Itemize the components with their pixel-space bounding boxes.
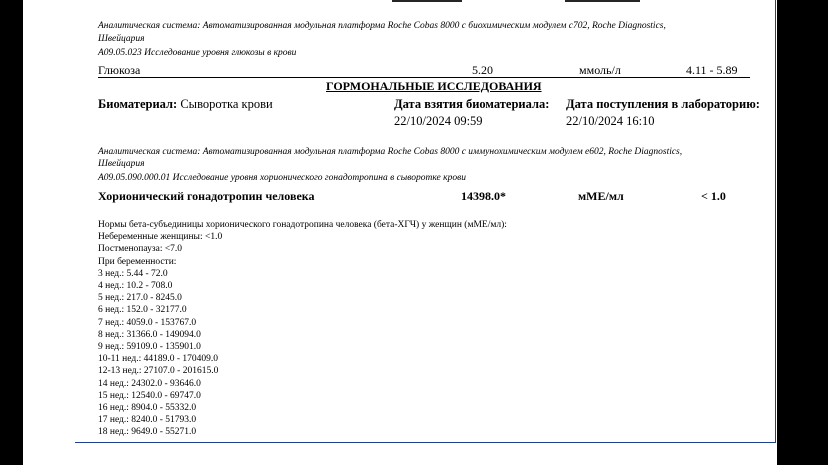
arrival-label: Дата поступления в лабораторию:: [566, 97, 760, 111]
norms-line: 14 нед.: 24302.0 - 93646.0: [98, 378, 201, 389]
analytic-system-line1-hormonal: Аналитическая система: Автоматизированная модульная платформа Roche Cobas 8000 с иммунохимическим модулем e602, Roche Diagnostics,: [98, 147, 683, 157]
norms-line: Постменопауза: <7.0: [98, 244, 183, 255]
norms-line: 7 нед.: 4059.0 - 153767.0: [98, 317, 197, 328]
result-value: 5.20: [472, 63, 493, 77]
cut-off-text-left: [392, 0, 462, 2]
hcg-result-value: 14398.0*: [461, 189, 506, 203]
biomaterial-label: Биоматериал:: [98, 97, 178, 111]
norms-line: 10-11 нед.: 44189.0 - 170409.0: [98, 354, 218, 365]
norms-line: При беременности:: [98, 256, 177, 267]
biomaterial-value: Сыворотка крови: [180, 97, 273, 111]
norms-line: 16 нед.: 8904.0 - 55332.0: [98, 403, 197, 414]
result-unit: ммоль/л: [579, 63, 621, 77]
norms-line: 5 нед.: 217.0 - 8245.0: [98, 293, 182, 304]
norms-line: 3 нед.: 5.44 - 72.0: [98, 268, 168, 279]
norms-line: 4 нед.: 10.2 - 708.0: [98, 281, 173, 292]
cut-off-text-right: [565, 0, 640, 2]
analytic-system-line1: Аналитическая система: Автоматизированная модульная платформа Roche Cobas 8000 с биохимическим модулем c702, Roche Diagnostics,: [98, 21, 666, 31]
analytic-system-line2-hormonal: Швейцария: [98, 159, 145, 169]
norms-title: Нормы бета-субъединицы хорионического гонадотропина человека (бета-ХГЧ) у женщин (мМЕ/мл):: [98, 220, 507, 230]
result-name: Глюкоза: [98, 63, 141, 77]
norms-line: 8 нед.: 31366.0 - 149094.0: [98, 329, 201, 340]
norms-line: 9 нед.: 59109.0 - 135901.0: [98, 342, 201, 353]
norms-line: 17 нед.: 8240.0 - 51793.0: [98, 415, 197, 426]
norms-line: 12-13 нед.: 27107.0 - 201615.0: [98, 366, 219, 377]
hcg-result-name: Хорионический гонадотропин человека: [98, 189, 315, 203]
test-code-hormonal: A09.05.090.000.01 Исследование уровня хорионического гонадотропина в сыворотке крови: [98, 173, 466, 183]
section-title: ГОРМОНАЛЬНЫЕ ИССЛЕДОВАНИЯ: [326, 79, 542, 93]
norms-line: 15 нед.: 12540.0 - 69747.0: [98, 390, 201, 401]
hcg-result-unit: мМЕ/мл: [578, 189, 624, 203]
collection-label: Дата взятия биоматериала:: [394, 97, 550, 111]
analytic-system-line2: Швейцария: [98, 34, 145, 44]
divider-line: [98, 77, 750, 78]
collection-value: 22/10/2024 09:59: [394, 114, 483, 128]
test-code: A09.05.023 Исследование уровня глюкозы в крови: [98, 48, 297, 58]
arrival-value: 22/10/2024 16:10: [566, 114, 655, 128]
biomaterial: [98, 97, 273, 112]
reference-norms: [98, 219, 507, 439]
result-range: 4.11 - 5.89: [686, 63, 738, 77]
norms-line: Небеременные женщины: <1.0: [98, 232, 223, 243]
norms-line: 18 нед.: 9649.0 - 55271.0: [98, 427, 197, 438]
norms-line: 6 нед.: 152.0 - 32177.0: [98, 305, 187, 316]
hcg-result-range: < 1.0: [701, 189, 726, 203]
